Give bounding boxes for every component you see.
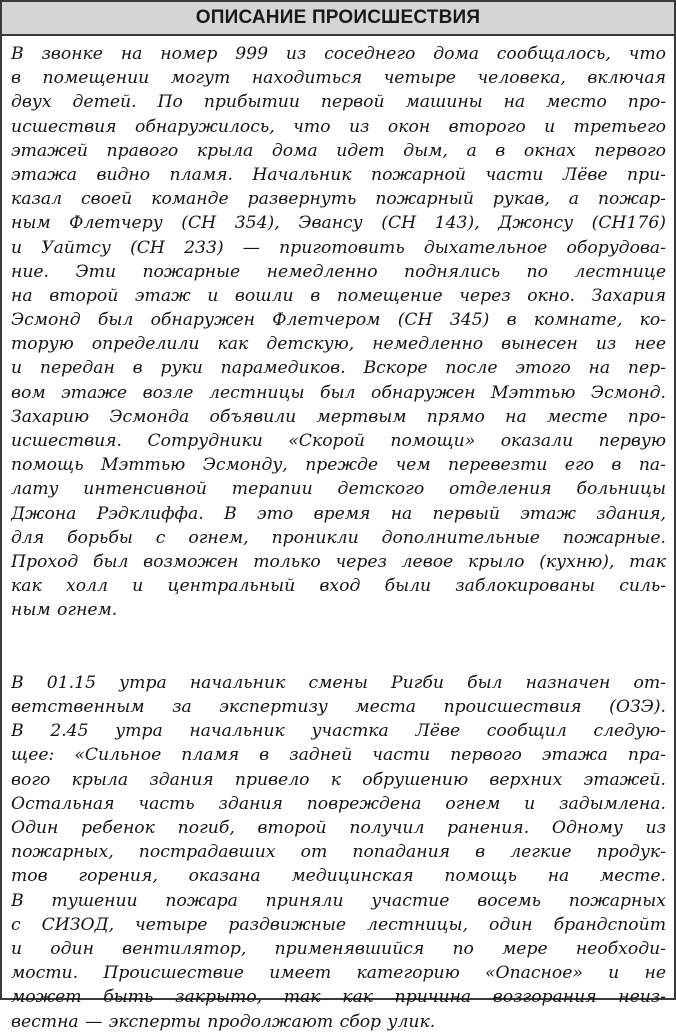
handwritten-line: В 2.45 утра начальник участка Лёве сообщил следую- [11, 721, 666, 742]
handwritten-line: и один вентилятор, применявшийся по мере необходи- [11, 938, 666, 959]
paragraph-gap [11, 623, 666, 647]
handwritten-line: Проход был возможен только через левое крыло (кухню), так [11, 551, 666, 572]
handwritten-line: как холл и центральный вход были заблокированы силь- [11, 576, 666, 597]
handwritten-line: вестна — эксперты продолжают сбор улик. [11, 1011, 436, 1032]
handwritten-line: лату интенсивной терапии детского отделения больницы [11, 479, 666, 500]
handwritten-line: в помещении могут находиться четыре человека, включая [11, 68, 666, 89]
handwritten-line: на второй этаж и вошли в помещение через окно. Захария [11, 285, 666, 306]
handwritten-line: этажей правого крыла дома идет дым, а в окнах первого [11, 140, 666, 161]
section-title: ОПИСАНИЕ ПРОИСШЕСТВИЯ [195, 7, 481, 28]
handwritten-line: исшествия. Сотрудники «Скорой помощи» оказали первую [11, 431, 666, 451]
handwritten-line: ветственным за экспертизу места происшествия (ОЗЭ). [11, 697, 666, 718]
handwritten-line: Остальная часть здания повреждена огнем и задымлена. [11, 793, 666, 814]
incident-description-body [2, 36, 674, 1034]
handwritten-line: для борьбы с огнем, проникли дополнительные пожарные. [11, 527, 666, 548]
handwritten-line: ние. Эти пожарные немедленно поднялись по лестнице [11, 261, 666, 282]
handwritten-line: с СИЗОД, четыре раздвижные лестницы, один брандспойт [11, 914, 666, 935]
handwritten-line: Один ребенок погиб, второй получил ранения. Одному из [11, 818, 666, 838]
handwritten-line: В 01.15 утра начальник смены Ригби был назначен от- [11, 672, 666, 693]
paragraph-initial-response [11, 42, 666, 623]
handwritten-line: торую определили как детскую, немедленно вынесен из нее [11, 334, 666, 355]
section-header [2, 2, 674, 36]
handwritten-line: щее: «Сильное пламя в задней части первого этажа пра- [11, 745, 666, 766]
paragraph-follow-up-report [11, 671, 666, 1034]
handwritten-line: Эсмонд был обнаружен Флетчером (СН 345) в комнате, ко- [11, 310, 666, 331]
handwritten-line: В тушении пожара приняли участие восемь пожарных [11, 890, 666, 911]
handwritten-line: Джона Рэдклиффа. В это время на первый этаж здания, [11, 503, 666, 524]
handwritten-line: двух детей. По прибытии первой машины на место про- [11, 92, 666, 113]
handwritten-line: этажа видно пламя. Начальник пожарной части Лёве при- [11, 164, 666, 185]
handwritten-line: и передан в руки парамедиков. Вскоре после этого на пер- [11, 358, 666, 379]
handwritten-line: вом этаже возле лестницы был обнаружен Мэттью Эсмонд. [11, 382, 666, 403]
handwritten-line: может быть закрыто, так как причина возгорания неиз- [11, 987, 666, 1008]
handwritten-line: исшествия обнаружилось, что из окон второго и третьего [11, 116, 666, 137]
handwritten-line: казал своей команде развернуть пожарный рукав, а пожар- [11, 189, 666, 210]
handwritten-line: В звонке на номер 999 из соседнего дома сообщалось, что [11, 44, 666, 64]
handwritten-line: ным огнем. [11, 600, 118, 621]
handwritten-line: Захарию Эсмонда объявили мертвым прямо на месте про- [11, 406, 666, 427]
handwritten-line: ным Флетчеру (СН 354), Эвансу (СН 143), Джонсу (СН176) [11, 213, 666, 234]
handwritten-line: мости. Происшествие имеет категорию «Опасное» и не [11, 963, 666, 984]
handwritten-line: и Уайтсу (СН 233) — приготовить дыхательное оборудова- [11, 237, 666, 258]
handwritten-line: пожарных, пострадавших от попадания в легкие продук- [11, 842, 666, 863]
handwritten-line: вого крыла здания привело к обрушению верхних этажей. [11, 769, 666, 790]
paragraph-gap [11, 647, 666, 671]
handwritten-line: тов горения, оказана медицинская помощь на месте. [11, 866, 666, 887]
handwritten-line: помощь Мэттью Эсмонду, прежде чем перевезти его в па- [11, 455, 666, 476]
